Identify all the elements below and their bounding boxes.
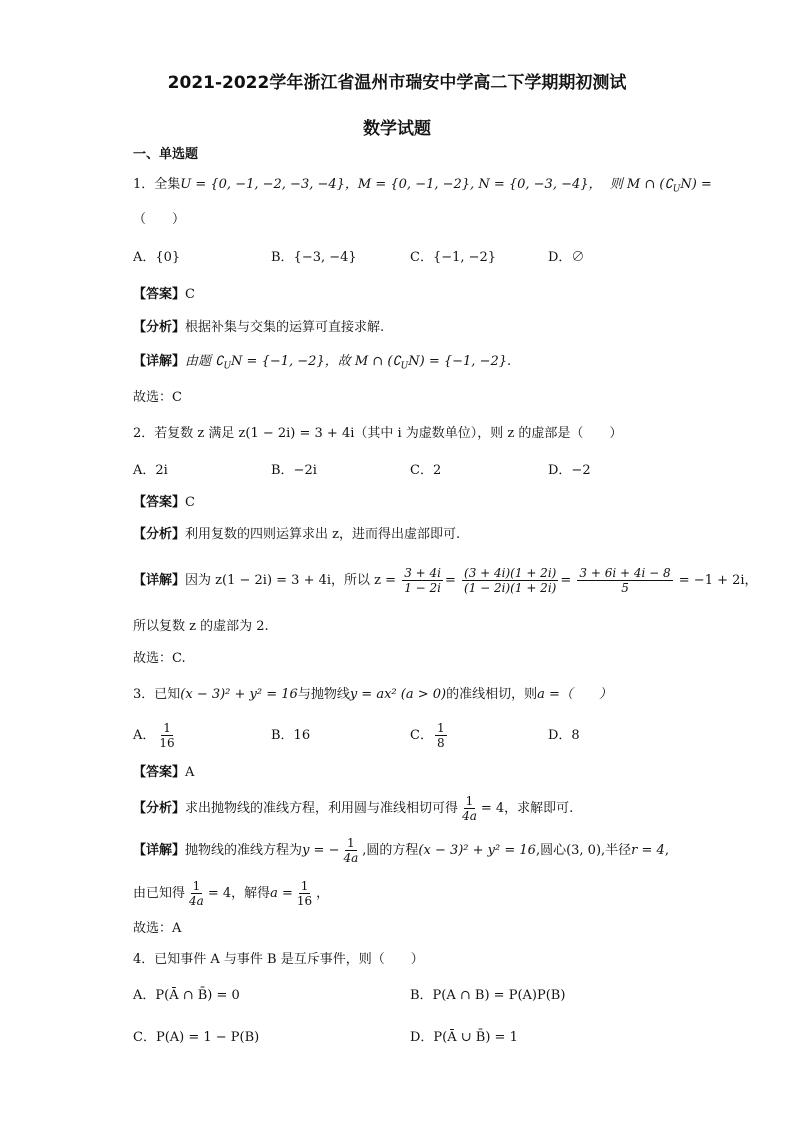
q4-option-c: C．P(A) = 1 − P(B) xyxy=(133,1030,260,1045)
q1-option-a: A．{0} xyxy=(133,250,181,265)
document-subtitle: 数学试题 xyxy=(363,119,431,139)
q3-option-b: B．16 xyxy=(271,728,311,743)
fraction: $\frac{1}{4a}$ xyxy=(343,836,359,865)
q2-option-a: A．2i xyxy=(133,463,168,478)
q2-option-b: B．−2i xyxy=(271,463,317,478)
q2-option-d: D．−2 xyxy=(548,463,591,478)
q4-option-d: D．P(Ā ∪ B̄) = 1 xyxy=(410,1030,518,1045)
fraction: $\frac{1}{4a}$ xyxy=(462,794,477,823)
fraction: $\frac{1}{8}$ xyxy=(436,721,445,750)
section-heading: 一、单选题 xyxy=(133,147,199,162)
fraction: $\frac{1}{16}$ xyxy=(296,879,313,908)
q3-choose: 故选：A xyxy=(133,921,182,936)
q1-detail: 【 详解 】 由题 $∁_UN = \{-1$, −2}，故 M ∩ $(∁_UN) = \{-1$, −2}. xyxy=(133,352,511,377)
q1-choose: 故选：C xyxy=(133,390,182,405)
fraction: $\frac{3 + 6i + 4i - 8}{5}$ xyxy=(579,566,671,595)
q3-answer: 【 答案 】 A xyxy=(133,763,194,783)
q2-detail-line2: 所以复数 z 的虚部为 2. xyxy=(133,619,269,634)
fraction: $\frac{1}{16}$ xyxy=(159,721,175,750)
q3-option-a: A． $\frac{1}{16}$ xyxy=(133,721,175,750)
q2-analysis: 【 分析 】 利用复数的四则运算求出 z，进而得出虚部即可. xyxy=(133,525,460,545)
fraction: $\frac{1}{4a}$ xyxy=(189,879,204,908)
q1-analysis: 【 分析 】 根据补集与交集的运算可直接求解. xyxy=(133,318,384,338)
q2-detail: 【 详解 】 因为 z(1 − 2i) = 3 + 4i，所以 z = $\frac{3 + 4i}{1 - 2i}$ = $\frac{(3 + 4i)(1 + 2i)}{(1 - 2i)(1 + 2i)}$ = $\frac{3 + 6i + 4i - 8}{5}$ = −1 + 2i， xyxy=(133,563,758,599)
q2-answer: 【 答案 】 C xyxy=(133,493,195,513)
q4-option-b: B．P(A ∩ B) = P(A)P(B) xyxy=(410,988,566,1003)
q1-option-d: D．∅ xyxy=(548,250,585,265)
q2-stem: 2．若复数 z 满足 z(1 − 2i) = 3 + 4i（其中 i 为虚数单位），则 z 的虚部是（ ） xyxy=(133,426,623,441)
fraction: $\frac{(3 + 4i)(1 + 2i)}{(1 - 2i)(1 + 2i)}$ xyxy=(464,566,557,595)
q3-option-d: D．8 xyxy=(548,728,580,743)
q3-detail-line2: 由已知得 $\frac{1}{4a}$ = 4，解得a = $\frac{1}{16}$ ， xyxy=(133,879,330,908)
q3-analysis: 【 分析 】 求出抛物线的准线方程，利用圆与准线相切可得 $\frac{1}{4a}$ = 4，求解即可. xyxy=(133,791,573,827)
q3-detail: 【 详解 】 抛物线的准线方程为y = − $\frac{1}{4a}$ ,圆的方程(x − 3)² + y² = 16,圆心(3, 0),半径r = 4, xyxy=(133,833,669,869)
q3-stem: 3．已知(x − 3)² + y² = 16与抛物线y = ax² (a > 0)的准线相切，则a =（ ） xyxy=(133,687,612,702)
q1-stem: 1．全集U = {0, −1, −2, −3, −4}，M = {0, −1, −2}, N = {0, −3, −4}， 则 M ∩ $(∁_UN)$ = xyxy=(133,177,712,195)
q2-option-c: C．2 xyxy=(410,463,442,478)
q3-option-c: C． $\frac{1}{8}$ xyxy=(410,721,445,750)
q1-option-c: C．{−1, −2} xyxy=(410,250,497,265)
q4-option-a: A．P(Ā ∩ B̄) = 0 xyxy=(133,988,240,1003)
q2-choose: 故选：C. xyxy=(133,651,186,666)
q4-stem: 4．已知事件 A 与事件 B 是互斥事件，则（ ） xyxy=(133,952,424,967)
q1-answer: 【 答案 】 C xyxy=(133,285,195,305)
q1-paren: （ ） xyxy=(133,212,186,227)
document-title: 2021-2022学年浙江省温州市瑞安中学高二下学期期初测试 xyxy=(167,73,627,93)
fraction: $\frac{3 + 4i}{1 - 2i}$ xyxy=(404,566,441,595)
q1-option-b: B．{−3, −4} xyxy=(271,250,357,265)
